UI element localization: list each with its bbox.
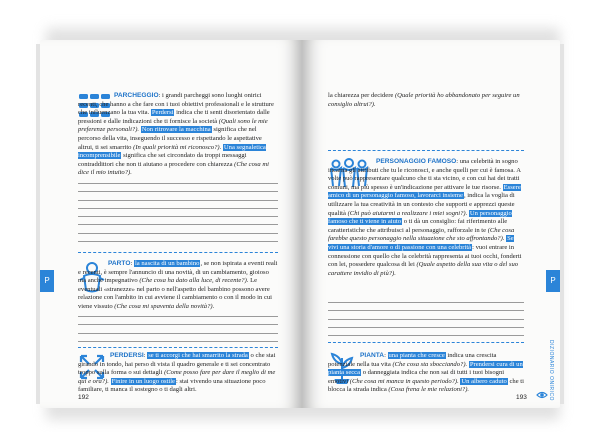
notes-lines-2 — [78, 316, 278, 349]
left-page — [40, 40, 302, 408]
section-divider — [78, 347, 278, 348]
page-number-left: 192 — [78, 394, 89, 401]
right-page — [302, 40, 560, 408]
open-book — [40, 20, 560, 414]
personaggio-entry: PERSONAGGIO FAMOSO: una celebrità in sogno incarna gli attributi che tu le riconosci, e anche quelli per cui è famosa. A volte può rappresentare qualcuno che ti sta vicino, e con cui hai dei tratti comuni, ma più spesso è un'indicazione per attivare le tue risorse. Essere amico di un personaggio famoso, lavorarci insieme, indica la voglia di utilizzare la tua creatività in un contesto che supporti e apprezzi queste qualità (Chi può aiutarmi a realizzare i miei sogni?). Un personaggio famoso che ti viene in aiuto o ti dà un consiglio: fai riferimento alle caratteristiche che attribuisci al personaggio, rafforzale in te (Che cosa farebbe questo personaggio nella situazione che sto affrontando?). Se vivi una storia d'amore o di passione con una celebrità: vuoi entrare in connessione con quello che la celebrità rappresenta ai tuoi occhi, fonderti con lei, possedere qualcosa di lei (Quale aspetto della sua vita o del suo carattere invidio di più?). — [328, 158, 522, 277]
notes-lines-1 — [78, 183, 278, 249]
perdersi-term: PERDERSI — [110, 352, 144, 359]
pianta-entry: PIANTA: una pianta che cresce indica una crescita potenziale nella tua vita (Che cosa sta sbocciando?). Prendersi cura di un pianta secca o danneggiata indica che non sai di tutti i tuoi bisogni emotivi (Che cosa mi manca in questo periodo?). Un albero caduto che ti blocca la strada indica (Cosa frena le mie relazioni?). — [328, 352, 524, 394]
personaggio-term: PERSONAGGIO FAMOSO — [376, 158, 457, 165]
running-title: DIZIONARIO ONIRICO — [548, 340, 554, 401]
section-tab-left: P — [40, 270, 54, 292]
parto-term: PARTO — [108, 260, 131, 267]
continued-text: la chiarezza per decidere (Quale priorità ho abbandonato per seguire un consiglio altrui?). — [328, 92, 520, 108]
section-divider — [78, 252, 278, 253]
section-tab-right: P — [546, 270, 560, 292]
section-divider — [328, 342, 524, 343]
eye-logo-icon — [536, 390, 548, 400]
page-number-right: 193 — [516, 394, 527, 401]
parcheggio-entry: PARCHEGGIO: i grandi parcheggi sono luoghi onirici recenti, che hanno a che fare con i tuoi obiettivi professionali e le strutture che influenzano la tua vita. Perdersi indica che ti senti disorientato dalle pressioni e dalle indicazioni che ti fornisce la società (Quali sono le mie preferenze personali?). Non ritrovare la macchina significa che nel percorso della vita, inseguendo il successo e rispettando le aspettative altrui, ti sei smarrito (In quali priorità mi riconosco?). Una segnaletica incomprensibile significa che sei circondato da troppi messaggi contraddittori che non ti aiutano a procedere con chiarezza (Che cosa mi dice il mio intuito?). — [78, 92, 274, 177]
parcheggio-term: PARCHEGGIO — [114, 92, 159, 99]
pianta-term: PIANTA — [360, 352, 385, 359]
section-divider — [328, 150, 524, 151]
perdersi-entry: PERDERSI: se ti accorgi che hai smarrito la strada o che stai girando in tondo, hai perso di vista il quadro generale e ti sei concentrato troppo sulla forma o sui dettagli (Come posso fare per dare il meglio di me qui e ora?). Finire in un luogo ostile: stai vivendo una situazione poco familiare, ti manca il sostegno o ti dagli altri. — [78, 352, 276, 394]
parto-entry: PARTO: la nascita di un bambino, se non ispirata a eventi reali e recenti, è sempre l'annuncio di una novità, di un cambiamento, gioioso ma anche impegnativo (Che cosa ha dato alla luce, di recente?). Le eventuali «stranezze» nel parto o nell'aspetto del bambino possono avere relazione con l'ambito in cui avviene il cambiamento o con il modo in cui viene vissuto (Che cosa mi spaventa della novità?). — [78, 260, 278, 310]
notes-lines-3 — [328, 302, 524, 343]
